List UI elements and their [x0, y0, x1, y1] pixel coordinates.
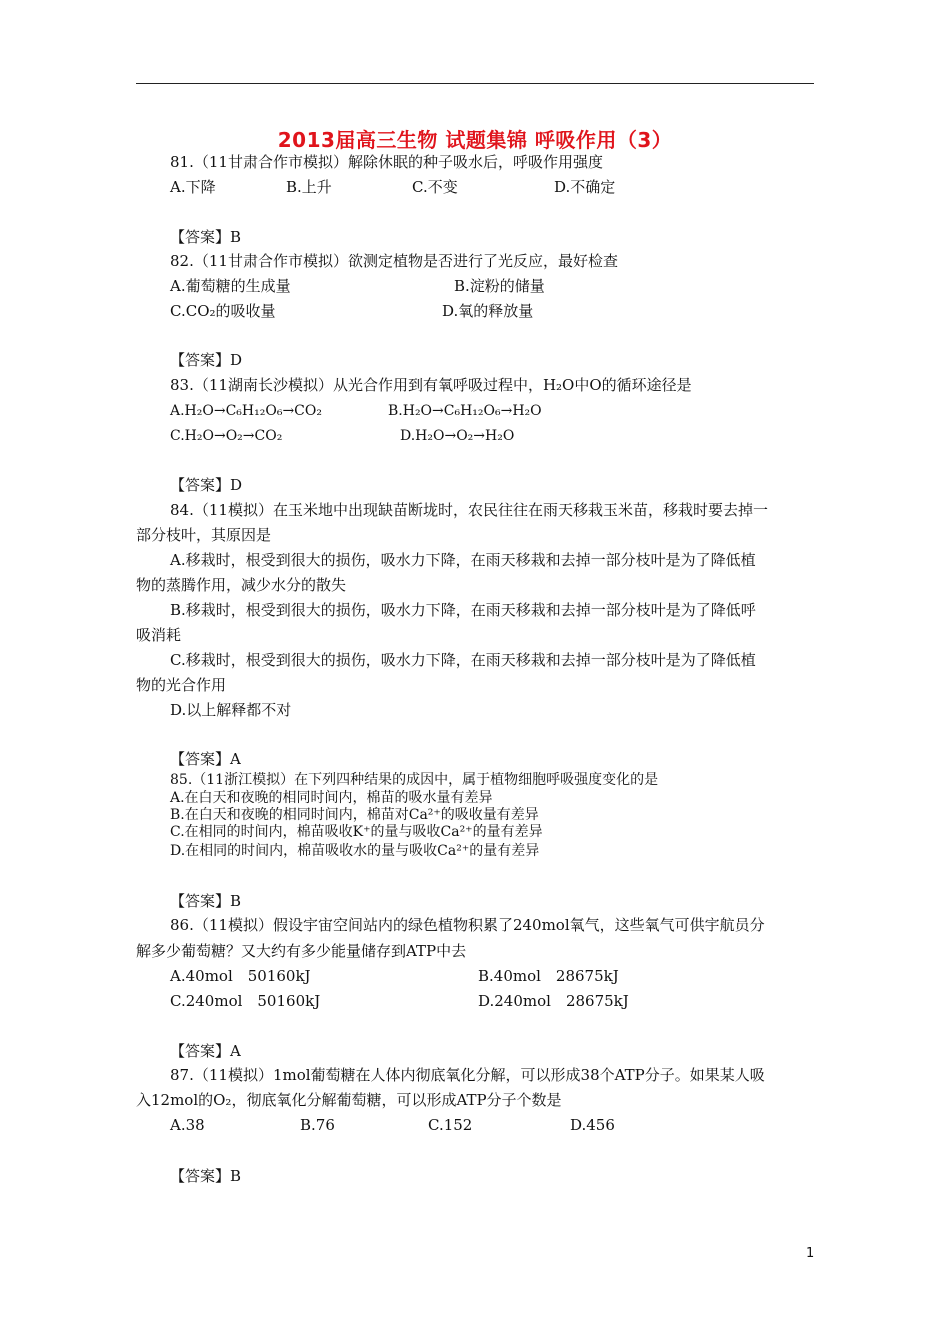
q82-option-c: C.CO₂的吸收量 — [170, 302, 276, 320]
q83-answer: 【答案】D — [170, 476, 243, 494]
q84-option-c-line1: C.移栽时，根受到很大的损伤，吸水力下降，在雨天移栽和去掉一部分枝叶是为了降低植 — [170, 651, 756, 669]
q85-option-d: D.在相同的时间内，棉苗吸收水的量与吸收Ca²⁺的量有差异 — [170, 843, 540, 859]
q81-option-d: D.不确定 — [554, 178, 616, 196]
q85-answer: 【答案】B — [170, 892, 242, 910]
q84-option-c-line2: 物的光合作用 — [136, 676, 227, 694]
q87-option-c: C.152 — [428, 1116, 473, 1134]
q85-option-c: C.在相同的时间内，棉苗吸收K⁺的量与吸收Ca²⁺的量有差异 — [170, 824, 543, 840]
q86-stem-line1: 86.（11模拟）假设宇宙空间站内的绿色植物积累了240mol氧气，这些氧气可供宇航员分 — [170, 916, 765, 934]
q87-answer: 【答案】B — [170, 1167, 242, 1185]
q82-option-b: B.淀粉的储量 — [454, 277, 545, 295]
q81-option-a: A.下降 — [170, 178, 216, 196]
q81-stem: 81.（11甘肃合作市模拟）解除休眠的种子吸水后，呼吸作用强度 — [170, 153, 603, 171]
q81-option-c: C.不变 — [412, 178, 458, 196]
q86-option-a: A.40mol 50160kJ — [170, 967, 311, 985]
q87-option-a: A.38 — [170, 1116, 205, 1134]
q86-stem-line2: 解多少葡萄糖？又大约有多少能量储存到ATP中去 — [136, 942, 467, 960]
q87-stem-line2: 入12mol的O₂，彻底氧化分解葡萄糖，可以形成ATP分子个数是 — [136, 1091, 562, 1109]
q86-option-b: B.40mol 28675kJ — [478, 967, 619, 985]
q81-option-b: B.上升 — [286, 178, 332, 196]
q83-stem: 83.（11湖南长沙模拟）从光合作用到有氧呼吸过程中，H₂O中O的循环途径是 — [170, 376, 692, 394]
q84-option-d: D.以上解释都不对 — [170, 701, 292, 719]
header-rule — [136, 83, 814, 84]
q84-stem-line2: 部分枝叶，其原因是 — [136, 526, 272, 544]
q85-option-a: A.在白天和夜晚的相同时间内，棉苗的吸水量有差异 — [170, 790, 493, 806]
q82-answer: 【答案】D — [170, 351, 243, 369]
q83-option-c: C.H₂O→O₂→CO₂ — [170, 428, 283, 444]
q84-option-b-line1: B.移栽时，根受到很大的损伤，吸水力下降，在雨天移栽和去掉一部分枝叶是为了降低呼 — [170, 601, 756, 619]
q84-answer: 【答案】A — [170, 750, 241, 768]
q82-option-a: A.葡萄糖的生成量 — [170, 277, 291, 295]
page-title: 2013届高三生物 试题集锦 呼吸作用（3） — [277, 128, 673, 152]
q87-option-b: B.76 — [300, 1116, 335, 1134]
q86-answer: 【答案】A — [170, 1042, 241, 1060]
q87-option-d: D.456 — [570, 1116, 615, 1134]
q81-answer: 【答案】B — [170, 228, 242, 246]
q84-option-a-line2: 物的蒸腾作用，减少水分的散失 — [136, 576, 347, 594]
q82-option-d: D.氧的释放量 — [442, 302, 534, 320]
page-number: 1 — [806, 1246, 815, 1261]
q84-option-b-line2: 吸消耗 — [136, 626, 182, 644]
q87-stem-line1: 87.（11模拟）1mol葡萄糖在人体内彻底氧化分解，可以形成38个ATP分子。如果某人吸 — [170, 1066, 765, 1084]
q86-option-c: C.240mol 50160kJ — [170, 992, 321, 1010]
q85-option-b: B.在白天和夜晚的相同时间内，棉苗对Ca²⁺的吸收量有差异 — [170, 807, 539, 823]
q86-option-d: D.240mol 28675kJ — [478, 992, 629, 1010]
q82-stem: 82.（11甘肃合作市模拟）欲测定植物是否进行了光反应，最好检查 — [170, 252, 618, 270]
q84-stem-line1: 84.（11模拟）在玉米地中出现缺苗断垅时，农民往往在雨天移栽玉米苗，移栽时要去掉一 — [170, 501, 768, 519]
q83-option-a: A.H₂O→C₆H₁₂O₆→CO₂ — [170, 403, 322, 419]
q83-option-b: B.H₂O→C₆H₁₂O₆→H₂O — [388, 403, 542, 419]
q85-stem: 85.（11浙江模拟）在下列四种结果的成因中，属于植物细胞呼吸强度变化的是 — [170, 772, 659, 788]
q84-option-a-line1: A.移栽时，根受到很大的损伤，吸水力下降，在雨天移栽和去掉一部分枝叶是为了降低植 — [170, 551, 756, 569]
q83-option-d: D.H₂O→O₂→H₂O — [400, 428, 515, 444]
